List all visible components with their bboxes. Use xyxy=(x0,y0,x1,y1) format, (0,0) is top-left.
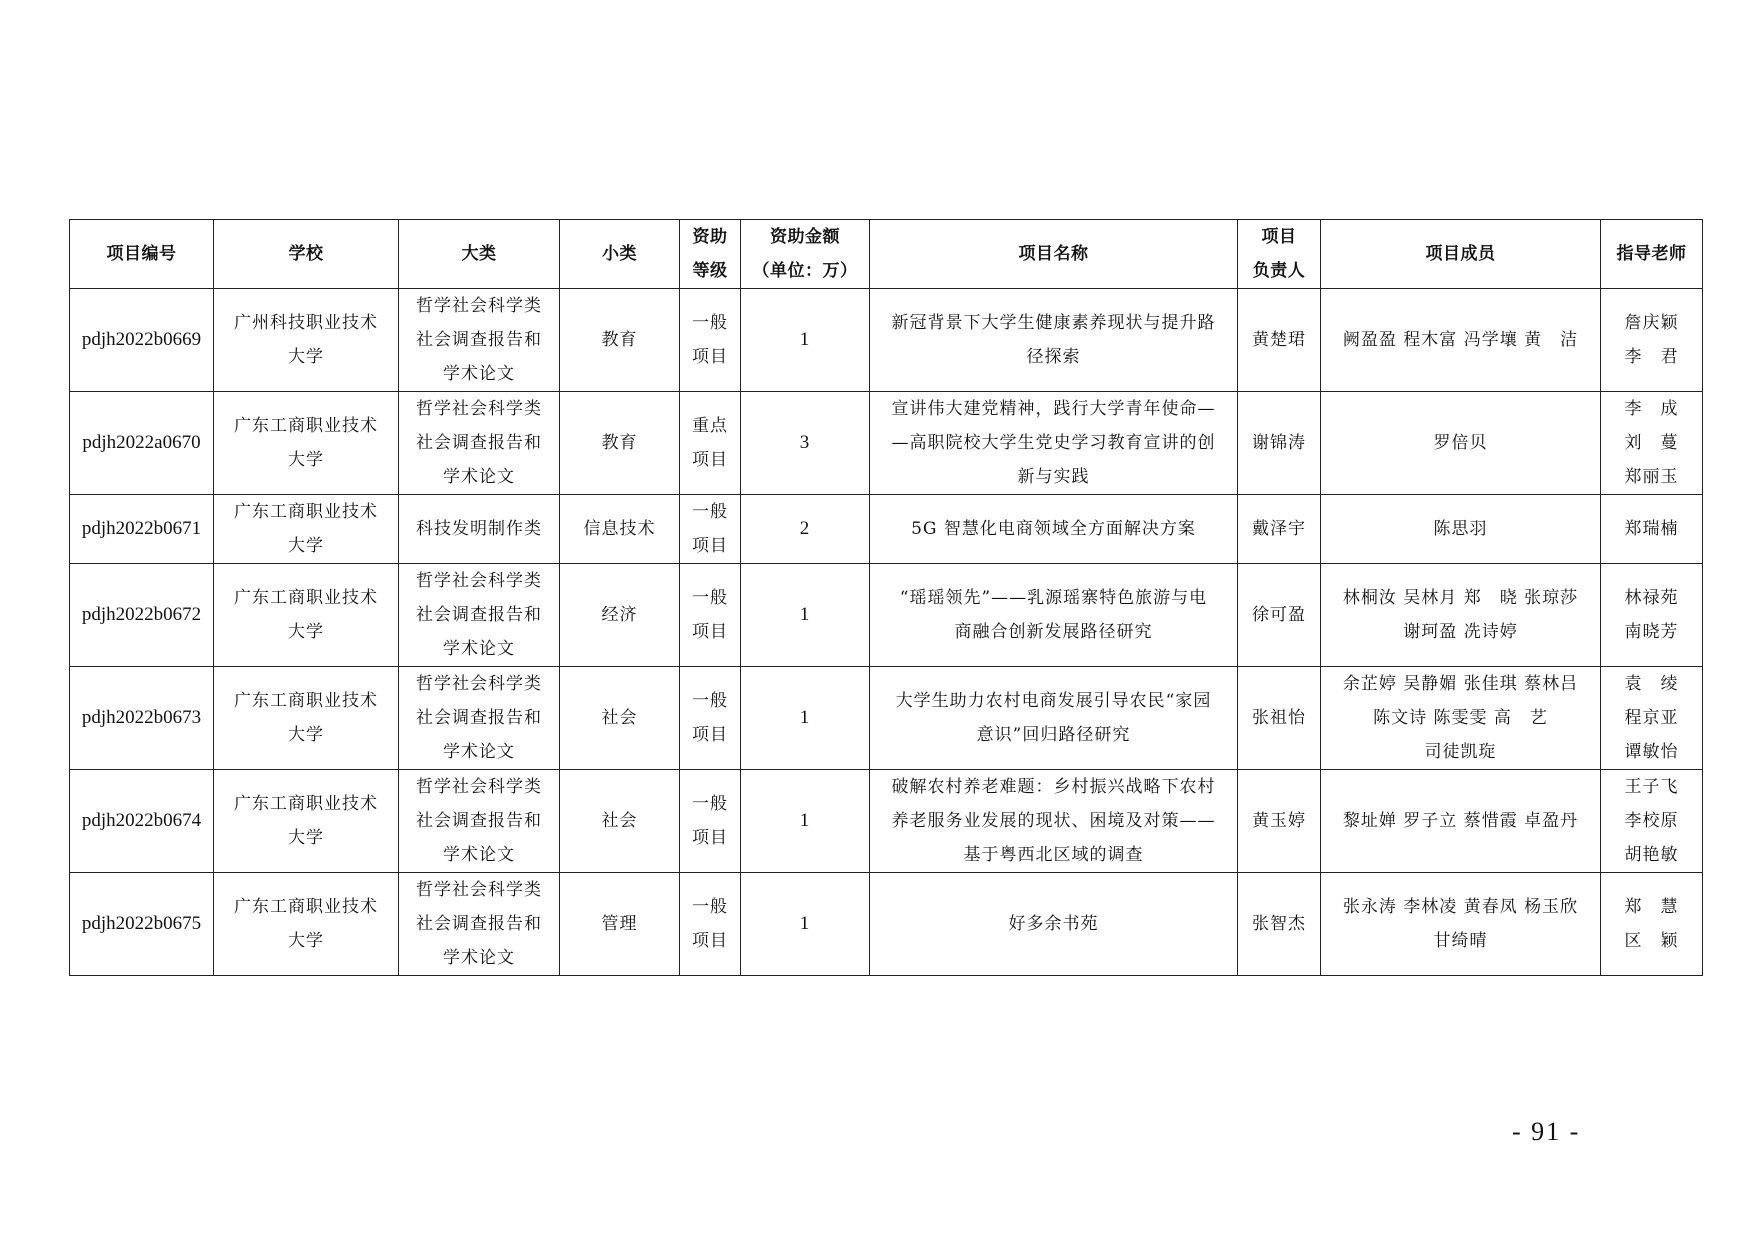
table-row xyxy=(70,289,1703,392)
school: 广东工商职业技术 大学 xyxy=(214,564,399,667)
school: 广东工商职业技术 大学 xyxy=(214,873,399,976)
project-leader: 黄玉婷 xyxy=(1238,770,1321,873)
project-leader: 张智杰 xyxy=(1238,873,1321,976)
table-row xyxy=(70,564,1703,667)
project-name: 宣讲伟大建党精神，践行大学青年使命— —高职院校大学生党史学习教育宣讲的创 新与实践 xyxy=(870,392,1238,495)
advisors: 郑 慧 区 颖 xyxy=(1601,873,1703,976)
funding-amount: 1 xyxy=(741,564,870,667)
school: 广东工商职业技术 大学 xyxy=(214,392,399,495)
advisors: 林禄苑 南晓芳 xyxy=(1601,564,1703,667)
funding-amount: 1 xyxy=(741,667,870,770)
project-members: 黎址婵 罗子立 蔡惜霞 卓盈丹 xyxy=(1321,770,1601,873)
project-members: 余芷婷 吴静媚 张佳琪 蔡林吕 陈文诗 陈雯雯 高 艺 司徒凯琁 xyxy=(1321,667,1601,770)
category: 哲学社会科学类 社会调查报告和 学术论文 xyxy=(399,564,560,667)
header-category: 大类 xyxy=(399,220,560,289)
project-name: 新冠背景下大学生健康素养现状与提升路 径探索 xyxy=(870,289,1238,392)
header-leader: 项目 负责人 xyxy=(1238,220,1321,289)
table-row xyxy=(70,495,1703,564)
header-code: 项目编号 xyxy=(70,220,214,289)
project-code: pdjh2022b0672 xyxy=(70,564,214,667)
project-name: 好多余书苑 xyxy=(870,873,1238,976)
project-code: pdjh2022b0675 xyxy=(70,873,214,976)
funding-level: 一般 项目 xyxy=(680,495,741,564)
subcategory: 教育 xyxy=(560,289,680,392)
funding-level: 重点 项目 xyxy=(680,392,741,495)
project-members: 林桐汝 吴林月 郑 晓 张琼莎 谢珂盈 冼诗婷 xyxy=(1321,564,1601,667)
table-row xyxy=(70,392,1703,495)
project-table xyxy=(69,219,1703,976)
project-leader: 张祖怡 xyxy=(1238,667,1321,770)
category: 哲学社会科学类 社会调查报告和 学术论文 xyxy=(399,667,560,770)
project-members: 阙盈盈 程木富 冯学壤 黄 洁 xyxy=(1321,289,1601,392)
header-amount: 资助金额 （单位：万） xyxy=(741,220,870,289)
header-subcategory: 小类 xyxy=(560,220,680,289)
project-code: pdjh2022b0674 xyxy=(70,770,214,873)
project-code: pdjh2022b0673 xyxy=(70,667,214,770)
project-code: pdjh2022b0669 xyxy=(70,289,214,392)
table-row xyxy=(70,873,1703,976)
category: 哲学社会科学类 社会调查报告和 学术论文 xyxy=(399,770,560,873)
advisors: 詹庆颖 李 君 xyxy=(1601,289,1703,392)
funding-level: 一般 项目 xyxy=(680,770,741,873)
category: 哲学社会科学类 社会调查报告和 学术论文 xyxy=(399,289,560,392)
project-members: 张永涛 李林凌 黄春凤 杨玉欣 甘绮晴 xyxy=(1321,873,1601,976)
school: 广东工商职业技术 大学 xyxy=(214,495,399,564)
project-name: 破解农村养老难题：乡村振兴战略下农村 养老服务业发展的现状、困境及对策—— 基于粤西北区域的调查 xyxy=(870,770,1238,873)
funding-amount: 1 xyxy=(741,770,870,873)
advisors: 郑瑞楠 xyxy=(1601,495,1703,564)
subcategory: 管理 xyxy=(560,873,680,976)
category: 哲学社会科学类 社会调查报告和 学术论文 xyxy=(399,873,560,976)
table-row xyxy=(70,667,1703,770)
project-code: pdjh2022b0671 xyxy=(70,495,214,564)
header-advisors: 指导老师 xyxy=(1601,220,1703,289)
school: 广州科技职业技术 大学 xyxy=(214,289,399,392)
subcategory: 社会 xyxy=(560,770,680,873)
table-row xyxy=(70,770,1703,873)
page-number: - 91 - xyxy=(1512,1117,1581,1146)
funding-level: 一般 项目 xyxy=(680,564,741,667)
subcategory: 教育 xyxy=(560,392,680,495)
category: 哲学社会科学类 社会调查报告和 学术论文 xyxy=(399,392,560,495)
funding-amount: 1 xyxy=(741,873,870,976)
advisors: 王子飞 李校原 胡艳敏 xyxy=(1601,770,1703,873)
project-name: “瑶瑶领先”——乳源瑶寨特色旅游与电 商融合创新发展路径研究 xyxy=(870,564,1238,667)
school: 广东工商职业技术 大学 xyxy=(214,770,399,873)
funding-level: 一般 项目 xyxy=(680,289,741,392)
header-project-name: 项目名称 xyxy=(870,220,1238,289)
funding-amount: 1 xyxy=(741,289,870,392)
subcategory: 社会 xyxy=(560,667,680,770)
subcategory: 信息技术 xyxy=(560,495,680,564)
funding-level: 一般 项目 xyxy=(680,667,741,770)
header-level: 资助 等级 xyxy=(680,220,741,289)
subcategory: 经济 xyxy=(560,564,680,667)
funding-amount: 2 xyxy=(741,495,870,564)
header-members: 项目成员 xyxy=(1321,220,1601,289)
project-leader: 黄楚珺 xyxy=(1238,289,1321,392)
project-members: 陈思羽 xyxy=(1321,495,1601,564)
category: 科技发明制作类 xyxy=(399,495,560,564)
advisors: 李 成 刘 蔓 郑丽玉 xyxy=(1601,392,1703,495)
advisors: 袁 绫 程京亚 谭敏怡 xyxy=(1601,667,1703,770)
project-name: 大学生助力农村电商发展引导农民“家园 意识”回归路径研究 xyxy=(870,667,1238,770)
project-leader: 徐可盈 xyxy=(1238,564,1321,667)
school: 广东工商职业技术 大学 xyxy=(214,667,399,770)
funding-level: 一般 项目 xyxy=(680,873,741,976)
project-name: 5G 智慧化电商领域全方面解决方案 xyxy=(870,495,1238,564)
project-leader: 谢锦涛 xyxy=(1238,392,1321,495)
funding-amount: 3 xyxy=(741,392,870,495)
header-school: 学校 xyxy=(214,220,399,289)
project-code: pdjh2022a0670 xyxy=(70,392,214,495)
header-row xyxy=(70,220,1703,289)
project-leader: 戴泽宇 xyxy=(1238,495,1321,564)
project-members: 罗倍贝 xyxy=(1321,392,1601,495)
